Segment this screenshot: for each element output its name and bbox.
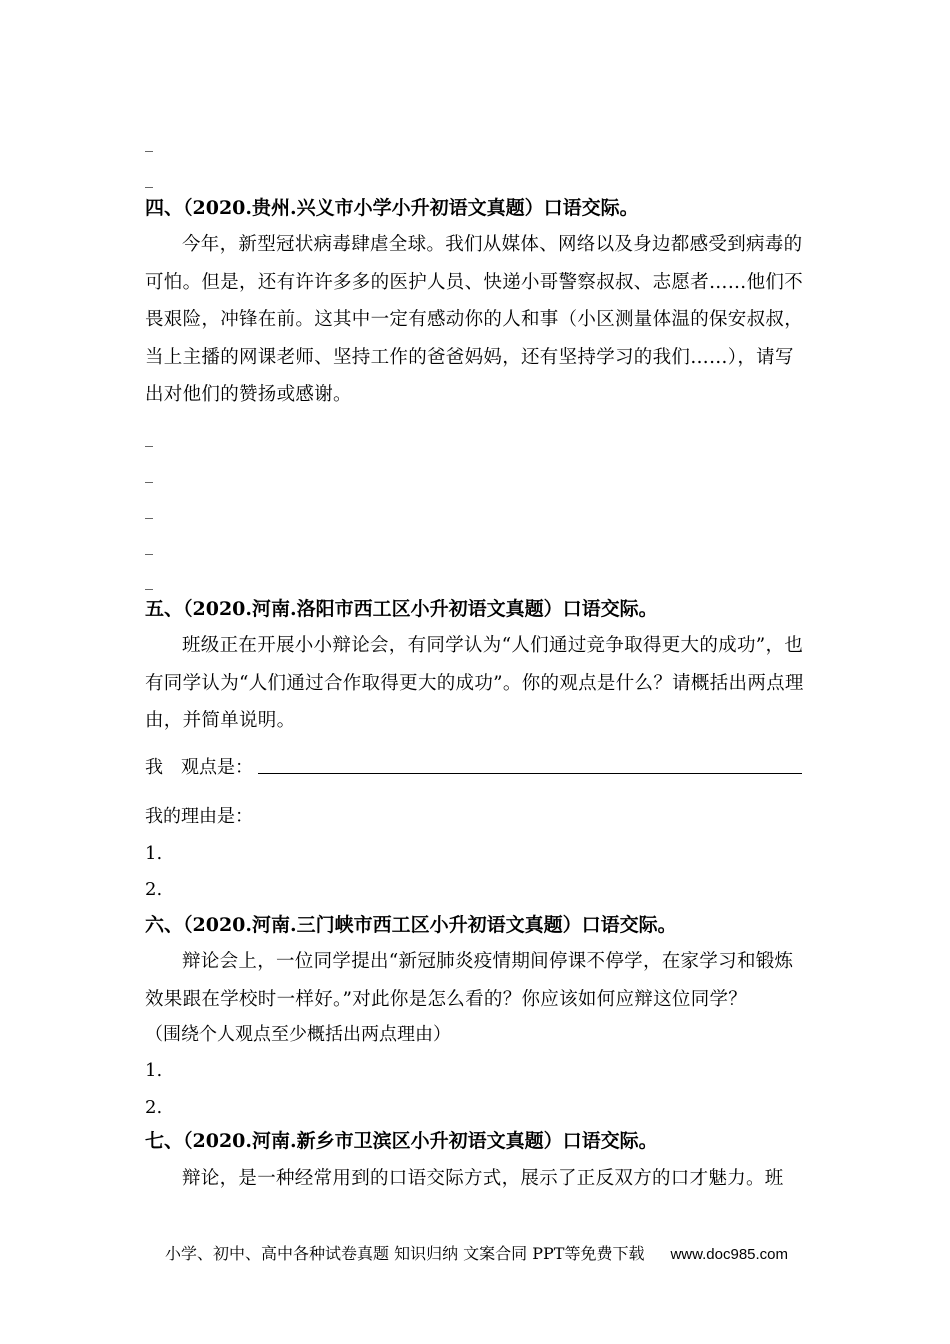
viewpoint-answer-line[interactable] <box>258 773 802 774</box>
reason-item-1: 1. <box>145 843 163 864</box>
reason-label: 我的理由是： <box>145 806 253 827</box>
section-6-note: （围绕个人观点至少概括出两点理由） <box>145 1024 451 1045</box>
footer-url[interactable]: www.doc985.com <box>670 1246 789 1263</box>
section-4-paragraph: 今年，新型冠状病毒肆虐全球。我们从媒体、网络以及身边都感受到病毒的可怕。但是，还有许许多多的医护人员、快递小哥警察叔叔、志愿者……他们不畏艰险，冲锋在前。这其中一定有感动你的人和事（小区测量体温的保安叔叔，当上主播的网课老师、坚持工作的爸爸妈妈，还有坚持学习的我们……），请写出对他们的赞扬或感谢。 <box>145 234 804 405</box>
viewpoint-label: 我 观点是： <box>145 757 253 778</box>
section-5-heading: 五、（2020.河南.洛阳市西工区小升初语文真题）口语交际。 <box>145 598 658 620</box>
section-6-item-2: 2. <box>145 1097 163 1118</box>
answer-blank-mark: _ <box>145 500 153 519</box>
section-7-heading: 七、（2020.河南.新乡市卫滨区小升初语文真题）口语交际。 <box>145 1130 658 1152</box>
section-6-item-1: 1. <box>145 1060 163 1081</box>
section-5-paragraph: 班级正在开展小小辩论会，有同学认为“人们通过竞争取得更大的成功”，也有同学认为“人们通过合作取得更大的成功”。你的观点是什么？请概括出两点理由，并简单说明。 <box>145 635 804 731</box>
answer-blank-mark: _ <box>145 428 153 447</box>
section-7-paragraph: 辩论，是一种经常用到的口语交际方式，展示了正反双方的口才魅力。班 <box>182 1168 784 1189</box>
answer-blank-mark: _ <box>145 169 153 188</box>
answer-blank-mark: _ <box>145 464 153 483</box>
footer-text: 小学、初中、高中各种试卷真题 知识归纳 文案合同 PPT等免费下载 <box>165 1244 645 1263</box>
page-footer <box>165 1242 788 1267</box>
answer-blank-mark: _ <box>145 536 153 555</box>
section-4-heading: 四、（2020.贵州.兴义市小学小升初语文真题）口语交际。 <box>145 197 639 219</box>
answer-blank-mark: _ <box>145 133 153 152</box>
section-6-paragraph: 辩论会上，一位同学提出“新冠肺炎疫情期间停课不停学，在家学习和锻炼效果跟在学校时一样好。”对此你是怎么看的？你应该如何应辩这位同学？ <box>145 951 794 1010</box>
answer-blank-mark: _ <box>145 571 153 590</box>
reason-item-2: 2. <box>145 879 163 900</box>
section-6-heading: 六、（2020.河南.三门峡市西工区小升初语文真题）口语交际。 <box>145 914 677 936</box>
